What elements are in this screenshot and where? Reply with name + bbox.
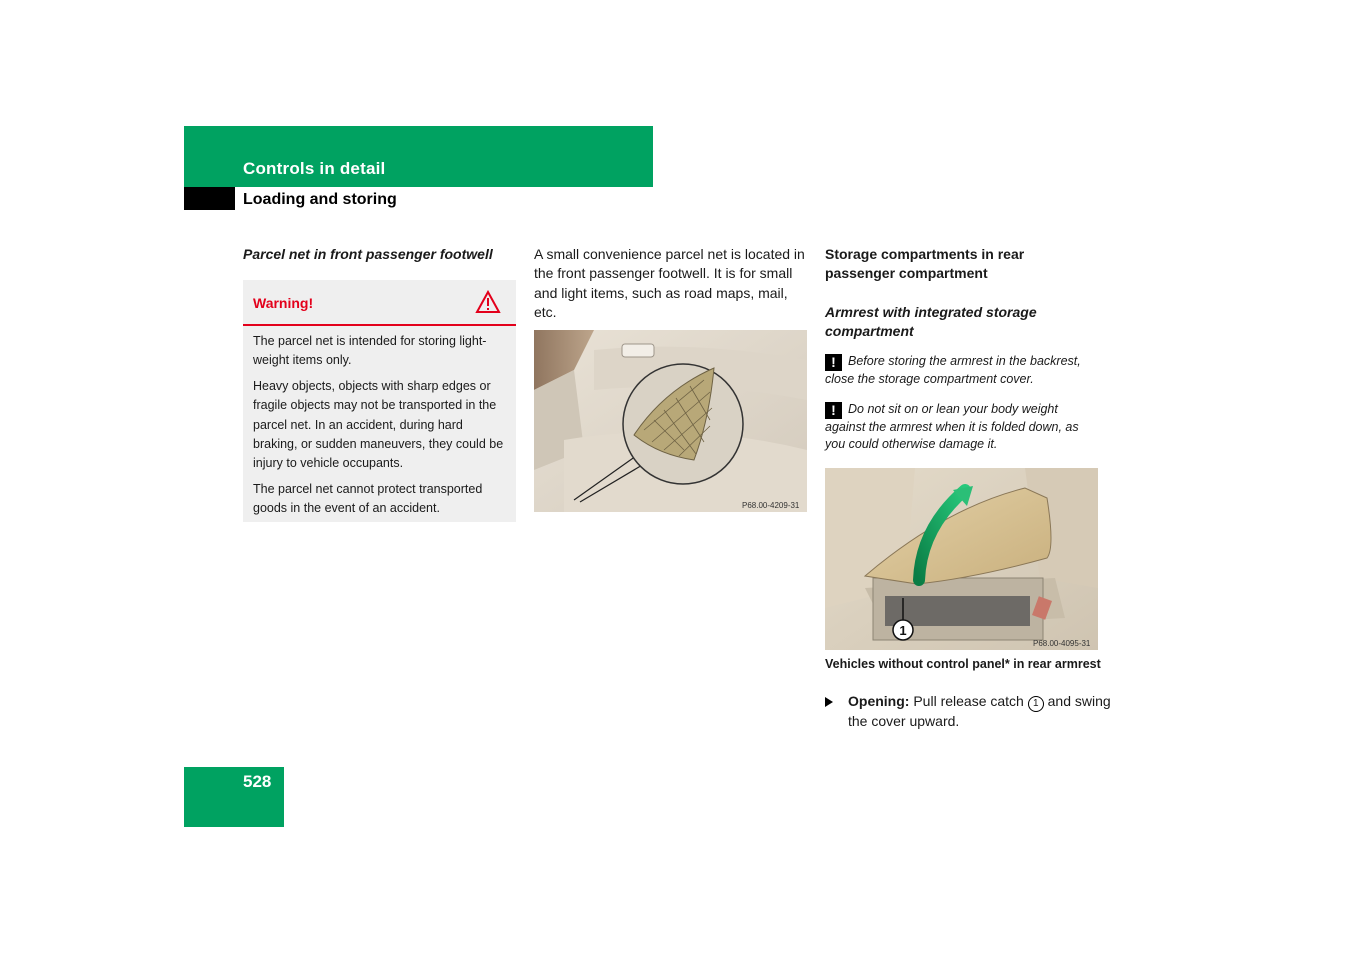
parcel-net-description: A small convenience parcel net is located in the front passenger footwell. It is for small and light items, such as road maps, mail, etc. [534,246,805,320]
image-caption: Vehicles without control panel* in rear armrest [825,657,1101,671]
image-code: P68.00-4095-31 [1033,639,1091,648]
step-text: and swing the cover upward. [848,693,1111,729]
note-text: Before storing the armrest in the backrest, close the storage compartment cover. [825,354,1081,386]
storage-heading: Storage compartments in rear passenger compartment [825,246,1025,281]
note-2 [825,401,1098,453]
note-1 [825,353,1098,388]
step-text: Pull release catch [913,693,1024,709]
reference-number: 1 [1028,696,1044,712]
section-marker [184,187,235,210]
column-3 [825,245,1098,453]
warning-label: Warning! [253,295,314,311]
section-title: Controls in detail [243,159,386,178]
column-2 [534,245,807,322]
parcel-net-heading: Parcel net in front passenger footwell [243,246,493,262]
parcel-net-illustration [534,330,807,512]
armrest-illustration [825,468,1098,650]
opening-step [825,692,1121,731]
exclamation-icon: ! [825,402,842,419]
image-code: P68.00-4209-31 [742,501,800,510]
armrest-subheading: Armrest with integrated storage compartment [825,304,1037,339]
subsection-title: Loading and storing [243,191,397,208]
warning-body [243,326,516,519]
step-label: Opening: [848,693,910,709]
callout-label: 1 [899,623,907,638]
page-number: 528 [243,772,272,791]
exclamation-icon: ! [825,354,842,371]
warning-paragraph: Heavy objects, objects with sharp edges or fragile objects may not be transported in the parcel net. In an accident, during hard braking, or sudden maneuvers, they could be injury to vehicle occupants. [253,378,504,471]
warning-paragraph: The parcel net cannot protect transported goods in the event of an accident. [253,481,483,516]
column-1 [243,245,516,264]
warning-paragraph: The parcel net is intended for storing light-weight items only. [253,334,487,368]
warning-header [243,280,516,326]
warning-triangle-icon [475,290,501,314]
note-text: Do not sit on or lean your body weight against the armrest when it is folded down, as you could otherwise damage it. [825,402,1079,451]
warning-box [243,280,516,522]
bullet-arrow-icon [825,697,833,707]
